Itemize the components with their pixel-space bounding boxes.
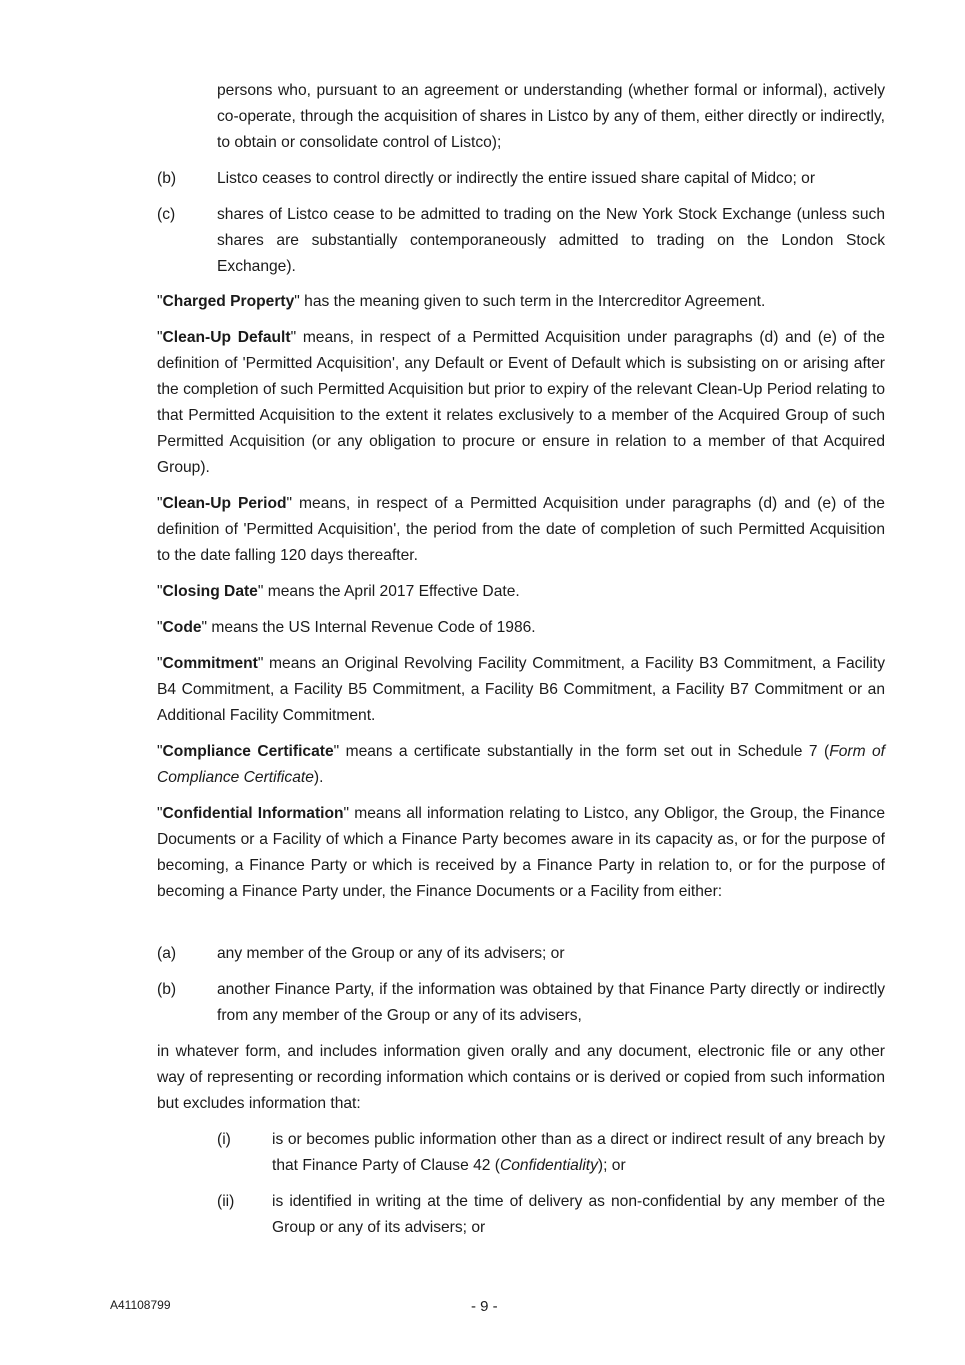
definition-italic-text: Form of Compliance Certificate	[157, 743, 885, 786]
list-item-text: is identified in writing at the time of delivery as non-confidential by any member of the Group or any of its advisers; or	[272, 1193, 885, 1236]
definition-term: Closing Date	[162, 583, 258, 600]
document-reference: A41108799	[110, 1298, 171, 1312]
list-item-label: (b)	[157, 981, 177, 998]
definition-text: ).	[313, 769, 324, 786]
definition-term: Compliance Certificate	[162, 743, 334, 760]
definition-compliance-certificate: "Compliance Certificate" means a certificate substantially in the form set out in Schedule 7 (Form of Compliance Certificate).	[157, 743, 885, 786]
list-item-label: (c)	[157, 206, 176, 223]
page-number: - 9 -	[471, 1298, 498, 1315]
definition-text: means, in respect of a Permitted Acquisition under paragraphs (d) and (e) of the definition of 'Permitted Acquisition', any Default or Event of Default which is subsisting on or arising after the completion of such Permitted Acquisition but prior to expiry of the relevant Clean-Up Period relating to that Permitted Acquisition to the extent it relates exclusively to a member of the Acquired Group of such Permitted Acquisition (or any obligation to procure or ensure in relation to a member of that Acquired Group).	[157, 329, 885, 476]
definition-clean-up-period: "Clean-Up Period" means, in respect of a Permitted Acquisition under paragraphs (d) and (e) of the definition of 'Permitted Acquisition', the period from the date of completion of such Permitted Acquisition to the date falling 120 days thereafter.	[157, 495, 885, 564]
definition-text: means all information relating to Listco, any Obligor, the Group, the Finance Documents or a Facility of which a Finance Party becomes aware in its capacity as, or for the purpose of becoming, a Finance Party or which is received by a Finance Party in relation to, or for the purpose of becoming a Finance Party under, the Finance Documents or a Facility from either:	[157, 805, 885, 900]
definition-commitment: "Commitment" means an Original Revolving Facility Commitment, a Facility B3 Commitment, a Facility B4 Commitment, a Facility B5 Commitment, a Facility B6 Commitment, a Facility B7 Commitment or an Additional Facility Commitment.	[157, 655, 885, 724]
definition-term: Charged Property	[162, 293, 295, 310]
intro-continuation: persons who, pursuant to an agreement or understanding (whether formal or informal), actively co-operate, through the acquisition of shares in Listco by any of them, either directly or indirectly, to obtain or consolidate control of Listco);	[217, 82, 885, 151]
ci-continuation: in whatever form, and includes information given orally and any document, electronic file or any other way of representing or recording information which contains or is derived or copied from such information but excludes information that:	[157, 1043, 885, 1112]
list-item-text: Listco ceases to control directly or indirectly the entire issued share capital of Midco; or	[217, 170, 816, 187]
list-item-label: (i)	[217, 1131, 231, 1148]
list-item-text: shares of Listco cease to be admitted to trading on the New York Stock Exchange (unless such shares are substantially contemporaneously admitted to trading on the London Stock Exchange).	[217, 206, 885, 275]
definition-closing-date: "Closing Date" means the April 2017 Effective Date.	[157, 583, 520, 600]
list-item-label: (a)	[157, 945, 177, 962]
definition-text: means an Original Revolving Facility Commitment, a Facility B3 Commitment, a Facility B4 Commitment, a Facility B5 Commitment, a Facility B6 Commitment, a Facility B7 Commitment or an Additional Facility Commitment.	[157, 655, 885, 724]
definition-text: means, in respect of a Permitted Acquisition under paragraphs (d) and (e) of the definition of 'Permitted Acquisition', the period from the date of completion of such Permitted Acquisition to the date falling 120 days thereafter.	[157, 495, 885, 564]
list-item-text: any member of the Group or any of its advisers; or	[217, 945, 565, 962]
definition-confidential-information: "Confidential Information" means all information relating to Listco, any Obligor, the Group, the Finance Documents or a Facility of which a Finance Party becomes aware in its capacity as, or for the purpose of becoming, a Finance Party or which is received by a Finance Party in relation to, or for the purpose of becoming a Finance Party under, the Finance Documents or a Facility from either:	[157, 805, 885, 900]
list-item-italic-text: Confidentiality	[499, 1157, 598, 1174]
definition-text: means the April 2017 Effective Date.	[263, 583, 520, 600]
definition-term: Commitment	[162, 655, 258, 672]
list-item-label: (ii)	[217, 1193, 235, 1210]
definition-code: "Code" means the US Internal Revenue Code of 1986.	[157, 619, 536, 636]
definition-text: means the US Internal Revenue Code of 1986.	[207, 619, 536, 636]
definition-term: Confidential Information	[162, 805, 344, 822]
list-item-text: another Finance Party, if the information was obtained by that Finance Party directly or indirectly from any member of the Group or any of its advisers,	[217, 981, 885, 1024]
definition-term: Clean-Up Period	[162, 495, 287, 512]
list-item-text: is or becomes public information other than as a direct or indirect result of any breach by that Finance Party of Clause 42 (Confidentiality); or	[272, 1131, 885, 1174]
definition-term: Clean-Up Default	[162, 329, 291, 346]
definition-text: means a certificate substantially in the form set out in Schedule 7 (	[339, 743, 830, 760]
definition-text: has the meaning given to such term in the Intercreditor Agreement.	[299, 293, 766, 310]
definition-term: Code	[162, 619, 202, 636]
list-item-label: (b)	[157, 170, 177, 187]
definition-charged-property: "Charged Property" has the meaning given to such term in the Intercreditor Agreement.	[157, 293, 766, 310]
definition-clean-up-default: "Clean-Up Default" means, in respect of a Permitted Acquisition under paragraphs (d) and (e) of the definition of 'Permitted Acquisition', any Default or Event of Default which is subsisting on or arising after the completion of such Permitted Acquisition but prior to expiry of the relevant Clean-Up Period relating to that Permitted Acquisition to the extent it relates exclusively to a member of the Acquired Group of such Permitted Acquisition (or any obligation to procure or ensure in relation to a member of that Acquired Group).	[157, 329, 885, 476]
